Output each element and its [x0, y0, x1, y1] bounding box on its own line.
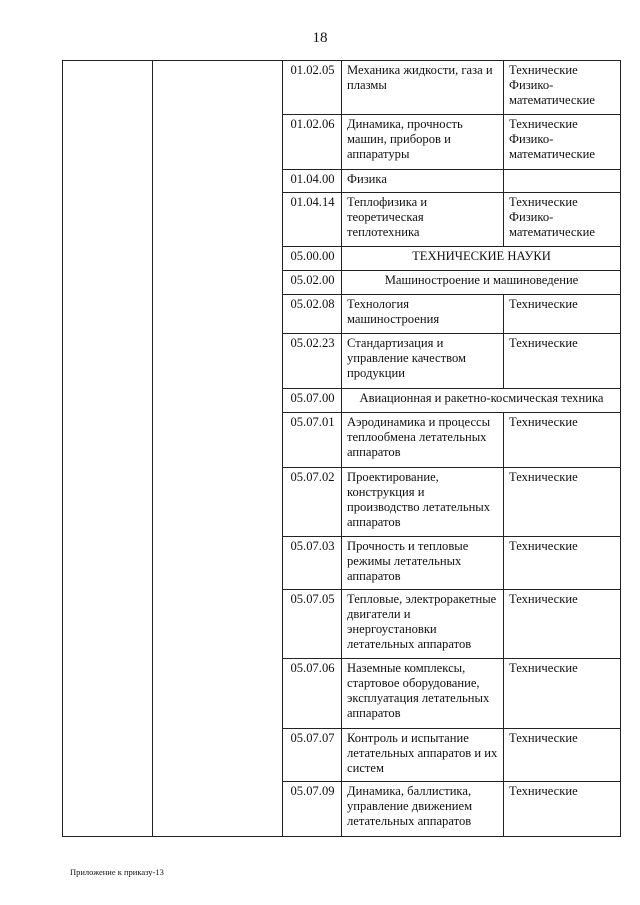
- empty-column-1: [63, 61, 153, 837]
- science-field: Технические: [504, 590, 621, 659]
- specialty-table: [62, 60, 621, 837]
- science-field: Технические Физико- математические: [504, 61, 621, 115]
- science-field: Технические Физико- математические: [504, 193, 621, 247]
- science-field: [504, 170, 621, 193]
- specialty-code: 05.07.03: [283, 537, 342, 590]
- science-field: Технические: [504, 468, 621, 537]
- specialty-code: 05.02.23: [283, 334, 342, 389]
- science-field: Технические: [504, 537, 621, 590]
- specialty-name: Тепловые, электроракетные двигатели и энергоустановки летательных аппаратов: [342, 590, 504, 659]
- science-field: Технические Физико- математические: [504, 115, 621, 170]
- specialty-code: 01.04.14: [283, 193, 342, 247]
- specialty-name: Динамика, баллистика, управление движением летательных аппаратов: [342, 782, 504, 837]
- specialty-name: Механика жидкости, газа и плазмы: [342, 61, 504, 115]
- specialty-code: 05.00.00: [283, 247, 342, 271]
- footer-note: Приложение к приказу-13: [70, 867, 164, 877]
- specialty-name: Теплофизика и теоретическая теплотехника: [342, 193, 504, 247]
- specialty-name: Прочность и тепловые режимы летательных аппаратов: [342, 537, 504, 590]
- specialty-name: Технология машиностроения: [342, 295, 504, 334]
- science-field: Технические: [504, 659, 621, 729]
- specialty-code: 05.02.08: [283, 295, 342, 334]
- section-heading: Машиностроение и машиноведение: [342, 271, 621, 295]
- science-field: Технические: [504, 729, 621, 782]
- specialty-code: 01.04.00: [283, 170, 342, 193]
- specialty-code: 01.02.06: [283, 115, 342, 170]
- section-heading: ТЕХНИЧЕСКИЕ НАУКИ: [342, 247, 621, 271]
- section-heading: Авиационная и ракетно-космическая техника: [342, 389, 621, 413]
- specialty-name: Аэродинамика и процессы теплообмена летательных аппаратов: [342, 413, 504, 468]
- specialty-name: Наземные комплексы, стартовое оборудование, эксплуатация летательных аппаратов: [342, 659, 504, 729]
- specialty-code: 05.07.01: [283, 413, 342, 468]
- science-field: Технические: [504, 334, 621, 389]
- empty-column-2: [153, 61, 283, 837]
- specialty-code: 01.02.05: [283, 61, 342, 115]
- specialty-code: 05.07.05: [283, 590, 342, 659]
- page-number: 18: [312, 30, 328, 46]
- science-field: Технические: [504, 295, 621, 334]
- specialty-name: Проектирование, конструкция и производство летательных аппаратов: [342, 468, 504, 537]
- specialty-name: Контроль и испытание летательных аппаратов и их систем: [342, 729, 504, 782]
- specialty-code: 05.07.06: [283, 659, 342, 729]
- specialty-code: 05.07.07: [283, 729, 342, 782]
- specialty-code: 05.07.09: [283, 782, 342, 837]
- specialty-name: Стандартизация и управление качеством продукции: [342, 334, 504, 389]
- specialty-code: 05.07.00: [283, 389, 342, 413]
- specialty-name: Динамика, прочность машин, приборов и аппаратуры: [342, 115, 504, 170]
- table-row: [63, 61, 621, 115]
- specialty-name: Физика: [342, 170, 504, 193]
- science-field: Технические: [504, 413, 621, 468]
- specialty-code: 05.07.02: [283, 468, 342, 537]
- specialty-code: 05.02.00: [283, 271, 342, 295]
- science-field: Технические: [504, 782, 621, 837]
